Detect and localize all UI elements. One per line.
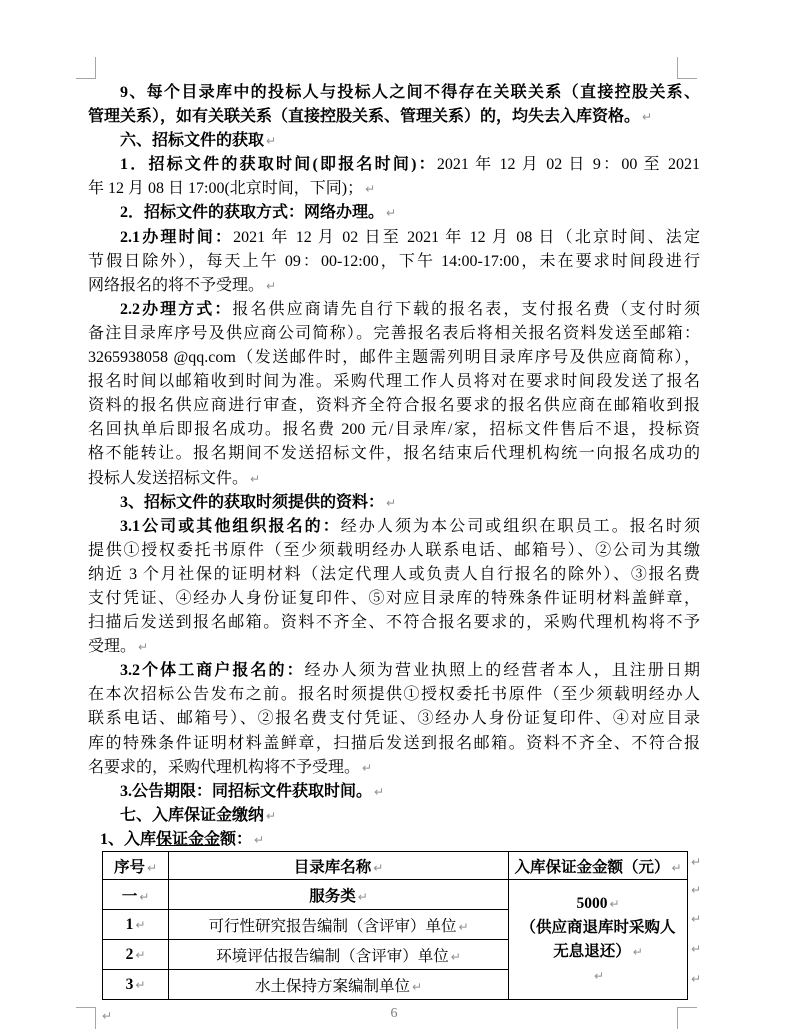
row-index-cell xyxy=(103,970,169,1000)
deposit-table-head xyxy=(103,852,688,880)
text-run: 在本次招标公告发布之前。报名时须提供①授权委托书原件（至少须载明经办人 xyxy=(88,686,700,704)
pilcrow-mark: ↵ xyxy=(357,889,368,904)
pilcrow-mark: ↵ xyxy=(365,182,376,197)
pilcrow-mark: ↵ xyxy=(671,860,682,875)
clause-2-2-method-line-2 xyxy=(88,322,700,346)
text-run: 保证金金 xyxy=(156,830,221,848)
pilcrow-mark: ↵ xyxy=(632,944,643,959)
text-run: 9、每个目录库中的投标人与投标人之间不得存在关联关系（直接控股关系、 xyxy=(120,84,700,101)
clause-2-2-method-line-4 xyxy=(88,370,700,394)
heading-clause-3-materials xyxy=(88,491,700,515)
deposit-table xyxy=(102,851,688,1000)
text-run: 年 12 月 08 日 17:00(北京时间，下同)； xyxy=(88,180,364,198)
row-index: 一 xyxy=(121,887,138,905)
text-run: 受理。 xyxy=(88,638,137,656)
crop-mark-top-left xyxy=(76,57,96,79)
header-label: 目录库名称 xyxy=(293,858,372,876)
clause-2-1-time-line-1 xyxy=(88,226,700,250)
empty-paragraph xyxy=(509,964,687,988)
pilcrow-mark: ↵ xyxy=(373,860,384,875)
text-run: 支付凭证、④经办人身份证复印件、⑤对应目录库的特殊条件证明材料盖鲜章， xyxy=(88,589,700,607)
pilcrow-mark: ↵ xyxy=(609,896,620,911)
deposit-refund-note xyxy=(509,916,687,940)
catalog-name: 服务类 xyxy=(309,887,356,905)
row-index: 3 xyxy=(125,975,134,993)
row-index-cell xyxy=(103,880,169,910)
clause-2-2-method-line-5 xyxy=(88,394,700,418)
clause-2-1-time-line-2 xyxy=(88,250,700,274)
catalog-name: 环境评估报告编制（含评审）单位 xyxy=(216,947,449,965)
clause-3-2-individual-line-3 xyxy=(88,707,700,731)
pilcrow-mark: ↵ xyxy=(135,977,146,992)
text-run: 3.2个体工商户报名的： xyxy=(120,662,305,680)
clause-9-line-1 xyxy=(88,81,700,105)
pilcrow-mark: ↵ xyxy=(458,919,469,934)
email-text: 3265938058 @qq.com（发送邮件时，邮件主题需列明目录库序号及供应商简称）， xyxy=(88,349,700,367)
pilcrow-mark: ↵ xyxy=(250,471,261,486)
row-end-mark: ↵ xyxy=(691,972,702,986)
deposit-table-wrap xyxy=(102,851,722,1023)
text-run: 节假日除外），每天上午 09：00-12:00，下午 14:00-17:00，未在要求时间段进行 xyxy=(88,252,700,270)
text-run: 1．招标文件的获取时间(即报名时间)： xyxy=(120,156,437,174)
crop-mark-top-right xyxy=(677,57,697,79)
pilcrow-mark: ↵ xyxy=(374,784,385,799)
col-header-deposit-amount xyxy=(509,852,688,880)
clause-3-2-individual-line-1 xyxy=(88,659,700,683)
text-run: 经办人须为本公司或组织在职员工。报名时须 xyxy=(340,517,700,535)
catalog-name-cell xyxy=(169,970,509,1000)
document-body xyxy=(88,81,700,852)
deposit-table-body xyxy=(103,880,688,1000)
deposit-amount-value: 5000 xyxy=(576,894,608,912)
text-run: 报名时间以邮箱收到时间为准。采购代理工作人员将对在要求时间段发送了报名 xyxy=(88,373,700,391)
heading-deposit-amount xyxy=(88,828,700,852)
pilcrow-mark: ↵ xyxy=(146,860,158,875)
text-run: 2．招标文件的获取方式：网络办理。 xyxy=(120,204,385,222)
clause-2-2-method-line-1 xyxy=(88,298,700,322)
clause-9-line-2 xyxy=(88,105,700,129)
text-run: 投标人发送招标文件。 xyxy=(88,469,249,487)
text-run: 1、入库 xyxy=(100,830,157,848)
pilcrow-mark: ↵ xyxy=(254,832,265,847)
text-run: 备注目录库序号及供应商公司简称）。完善报名表后将相关报名资料发送至邮箱： xyxy=(88,324,700,342)
clause-3-2-individual-line-2 xyxy=(88,683,700,707)
text-run: 3、招标文件的获取时须提供的资料： xyxy=(120,493,385,511)
pilcrow-mark: ↵ xyxy=(450,949,461,964)
text-run: 网络报名的将不予受理。 xyxy=(88,276,265,294)
text-run: 名要求的，采购代理机构将不予受理。 xyxy=(88,758,361,776)
text-run: 额： xyxy=(220,830,253,848)
clause-3-1-company-line-6 xyxy=(88,635,700,659)
clause-2-2-method-line-7 xyxy=(88,442,700,466)
row-end-mark: ↵ xyxy=(691,912,702,926)
page-number: 6 xyxy=(390,1006,398,1021)
pilcrow-mark: ↵ xyxy=(266,808,277,823)
text-run: 2.2办理方式： xyxy=(120,300,233,318)
col-header-index xyxy=(103,852,169,880)
row-end-mark: ↵ xyxy=(691,855,702,869)
text-run: 资料的报名供应商进行审查，资料齐全符合报名要求的报名供应商在邮箱收到报 xyxy=(88,397,700,415)
pilcrow-mark: ↵ xyxy=(593,968,605,983)
heading-section-7 xyxy=(88,804,700,828)
clause-3-1-company-line-2 xyxy=(88,539,700,563)
text-run: 七、入库保证金缴纳 xyxy=(120,806,265,824)
clause-3-1-company-line-4 xyxy=(88,587,700,611)
header-label: 序号 xyxy=(113,858,145,876)
text-run: 扫描后发送到报名邮箱。资料不齐全、不符合报名要求的，采购代理机构将不予 xyxy=(88,614,700,632)
clause-2-2-method-line-3 xyxy=(88,346,700,370)
row-end-mark: ↵ xyxy=(691,883,702,897)
row-index-cell xyxy=(103,910,169,940)
table-row xyxy=(103,880,688,910)
catalog-name: 可行性研究报告编制（含评审）单位 xyxy=(208,917,457,935)
catalog-name-cell xyxy=(169,940,509,970)
clause-3-1-company-line-1 xyxy=(88,515,700,539)
note-text: 无息退还） xyxy=(553,942,631,960)
text-run: 格不能转让。报名期间不发送招标文件，报名结束后代理机构统一向报名成功的 xyxy=(88,445,700,463)
text-run: 六、招标文件的获取 xyxy=(120,132,265,150)
pilcrow-mark: ↵ xyxy=(139,889,150,904)
clause-2-2-method-line-6 xyxy=(88,418,700,442)
pilcrow-mark: ↵ xyxy=(642,110,653,125)
text-run: 报名供应商请先自行下载的报名表，支付报名费（支付时须 xyxy=(232,300,700,318)
text-run: 3.1公司或其他组织报名的： xyxy=(120,517,341,535)
note-text: （供应商退库时采购人 xyxy=(520,918,676,936)
pilcrow-mark: ↵ xyxy=(138,640,149,655)
pilcrow-mark: ↵ xyxy=(266,134,277,149)
catalog-name: 水土保持方案编制单位 xyxy=(254,977,410,995)
row-end-mark: ↵ xyxy=(691,942,702,956)
text-run: 经办人须为营业执照上的经营者本人，且注册日期 xyxy=(304,662,700,680)
table-header-row xyxy=(103,852,688,880)
text-run: 管理关系），如有关联关系（直接控股关系、管理关系）的，均失去入库资格。 xyxy=(88,108,641,126)
after-table-paragraph-mark: ↵ xyxy=(102,1009,113,1023)
pilcrow-mark: ↵ xyxy=(386,206,397,221)
clause-3-2-individual-line-5 xyxy=(88,756,700,780)
row-index: 2 xyxy=(125,945,134,963)
pilcrow-mark: ↵ xyxy=(386,495,397,510)
clause-2-2-method-line-8 xyxy=(88,467,700,491)
pilcrow-mark: ↵ xyxy=(135,917,146,932)
text-run: 3.公告期限：同招标文件获取时间。 xyxy=(120,782,373,800)
text-run: 库的特殊条件证明材料盖鲜章，扫描后发送到报名邮箱。资料不齐全、不符合报 xyxy=(88,734,700,752)
text-run: 联系电话、邮箱号）、②报名费支付凭证、③经办人身份证复印件、④对应目录 xyxy=(88,710,700,728)
catalog-name-cell xyxy=(169,910,509,940)
deposit-amount xyxy=(509,892,687,916)
text-run: 2021 年 12 月 02 日至 2021 年 12 月 08 日（北京时间、法定 xyxy=(233,228,700,246)
clause-doc-time-line-1 xyxy=(88,153,700,177)
deposit-refund-note xyxy=(509,940,687,964)
text-run: 2.1办理时间： xyxy=(120,228,234,246)
text-run: 提供①授权委托书原件（至少须载明经办人联系电话、邮箱号）、②公司为其缴 xyxy=(88,541,700,559)
col-header-catalog-name xyxy=(169,852,509,880)
row-index: 1 xyxy=(125,915,134,933)
heading-section-6 xyxy=(88,129,700,153)
clause-3-2-individual-line-4 xyxy=(88,732,700,756)
clause-doc-method xyxy=(88,201,700,225)
clause-3-announcement-period xyxy=(88,780,700,804)
deposit-amount-cell xyxy=(509,880,688,1000)
clause-3-1-company-line-3 xyxy=(88,563,700,587)
pilcrow-mark: ↵ xyxy=(135,947,146,962)
clause-doc-time-line-2 xyxy=(88,177,700,201)
text-run: 2021 年 12 月 02 日 9：00 至 2021 xyxy=(436,156,700,174)
row-index-cell xyxy=(103,940,169,970)
clause-3-1-company-line-5 xyxy=(88,611,700,635)
text-run: 名回执单后即报名成功。报名费 200 元/目录库/家，招标文件售后不退，投标资 xyxy=(88,421,700,439)
pilcrow-mark: ↵ xyxy=(411,979,423,994)
text-run: 纳近 3 个月社保的证明材料（法定代理人或负责人自行报名的除外）、③报名费 xyxy=(88,565,700,583)
header-label: 入库保证金金额（元） xyxy=(514,858,670,876)
catalog-name-cell xyxy=(169,880,509,910)
pilcrow-mark: ↵ xyxy=(266,278,277,293)
pilcrow-mark: ↵ xyxy=(362,760,373,775)
clause-2-1-time-line-3 xyxy=(88,274,700,298)
